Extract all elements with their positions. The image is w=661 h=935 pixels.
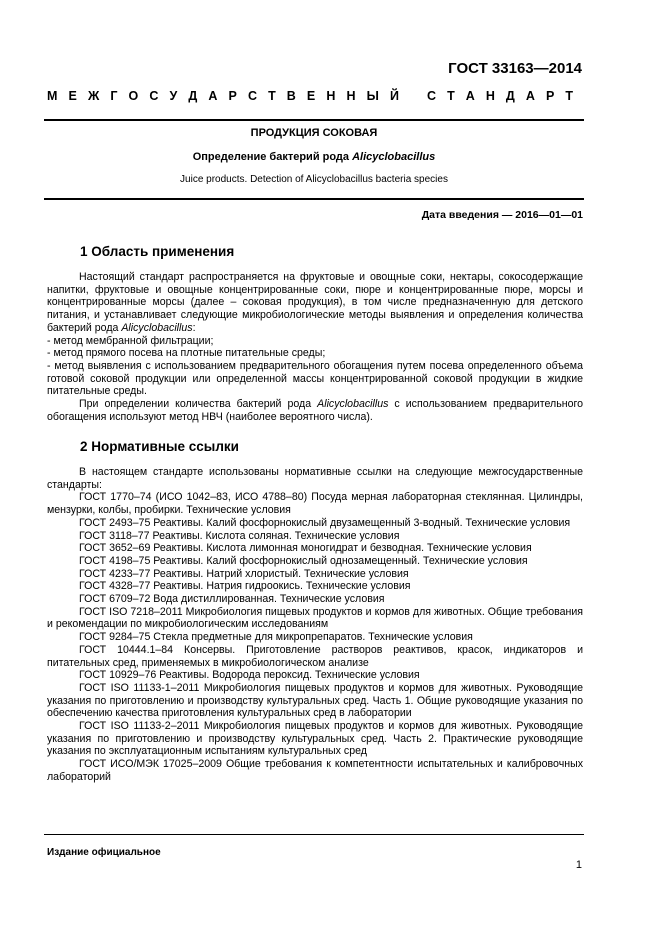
section-1-paragraph-2 (47, 398, 583, 423)
paragraph-text: Настоящий стандарт распространяется на фруктовые и овощные соки, нектары, сокосодержащие напитки, фруктовые и овощные концентрированные соки, пюре и концентрированные пюре, морсы и концентрированные морсы (далее – соковая продукция), в том числе предназначенную для детского питания, и устанавливает следующие микробиологические методы выявления и определения количества бактерий рода (47, 271, 583, 334)
reference-item: ГОСТ ISO 11133-2–2011 Микробиология пищевых продуктов и кормов для животных. Руководящие указания по приготовлению и производству культуральных сред. Часть 2. Практические руководящие указания по эксплуатационным испытаниям культуральных сред (47, 720, 583, 758)
reference-item: ГОСТ 3652–69 Реактивы. Кислота лимонная моногидрат и безводная. Технические условия (79, 542, 532, 555)
banner-letter: Р (228, 89, 237, 103)
paragraph-text: При определении количества бактерий рода (79, 398, 318, 411)
reference-item: ГОСТ 2493–75 Реактивы. Калий фосфорнокислый двузамещенный 3-водный. Технические условия (79, 516, 571, 529)
official-edition-label: Издание официальное (47, 847, 161, 858)
banner-letter: О (128, 89, 139, 103)
banner-letter: Й (389, 89, 399, 103)
banner-letter: Н (326, 89, 336, 103)
interstate-standard-banner (47, 89, 573, 103)
reference-item: ГОСТ 10929–76 Реактивы. Водорода пероксид. Технические условия (79, 669, 420, 682)
reference-item: ГОСТ 10444.1–84 Консервы. Приготовление растворов реактивов, красок, индикаторов и питательных сред, применяемых в микробиологическом анализе (47, 643, 583, 669)
reference-item: ГОСТ 4233–77 Реактивы. Натрий хлористый. Технические условия (79, 567, 409, 580)
banner-letter: В (286, 89, 296, 103)
title-divider (44, 198, 584, 200)
reference-item: ГОСТ 4198–75 Реактивы. Калий фосфорнокислый однозамещенный. Технические условия (79, 554, 528, 567)
banner-letter: А (465, 89, 475, 103)
section-2-heading: 2 Нормативные ссылки (80, 439, 239, 454)
paragraph-text: с использованием предварительного обогащения используют метод НВЧ (наиболее вероятного числа). (47, 398, 583, 423)
banner-letter: Р (545, 89, 555, 103)
banner-word-standard (427, 89, 573, 103)
banner-letter: Т (268, 89, 276, 103)
banner-letter: Ы (366, 89, 379, 103)
banner-letter: Н (346, 89, 356, 103)
normative-references-list (47, 491, 583, 783)
section-1-paragraph-1 (47, 271, 583, 335)
banner-letter: Е (68, 89, 77, 103)
reference-item: ГОСТ ISO 11133-1–2011 Микробиология пищевых продуктов и кормов для животных. Руководящие указания по приготовлению и производству культуральных сред. Часть 1. Общие руководящие указания по обеспечению качества приготовления культуральных сред в лаборатории (47, 681, 583, 720)
banner-letter: С (149, 89, 159, 103)
genus-name: Alicyclobacillus (317, 398, 389, 411)
banner-letter: Т (565, 89, 573, 103)
banner-letter: А (525, 89, 535, 103)
subtitle-text: Определение бактерий рода (192, 151, 353, 163)
method-list-item: - метод выявления с использованием предварительного обогащения путем посева определенного объема готовой соковой продукции или определенной массы концентрированной соковой продукции в жидкие питательные среды. (47, 359, 583, 398)
banner-letter: Ж (87, 89, 100, 103)
banner-letter: Д (188, 89, 198, 103)
banner-letter: С (427, 89, 437, 103)
reference-item: ГОСТ 6709–72 Вода дистиллированная. Технические условия (79, 593, 385, 606)
reference-item: ГОСТ 1770–74 (ИСО 1042–83, ИСО 4788–80) Посуда мерная лабораторная стеклянная. Цилиндры, мензурки, колбы, пробирки. Технические условия (47, 491, 583, 517)
banner-letter: Н (485, 89, 495, 103)
footer-divider (44, 834, 584, 835)
banner-letter: У (169, 89, 178, 103)
section-2-intro: В настоящем стандарте использованы нормативные ссылки на следующие межгосударственные стандарты: (47, 466, 583, 491)
reference-item: ГОСТ ИСО/МЭК 17025–2009 Общие требования к компетентности испытательных и калибровочных лабораторий (47, 758, 583, 783)
section-2-body (47, 466, 583, 784)
document-title-english: Juice products. Detection of Alicyclobacillus bacteria species (180, 174, 448, 185)
document-subtitle (44, 151, 584, 163)
header-divider (44, 119, 584, 121)
banner-letter: М (47, 89, 58, 103)
subtitle-genus: Alicyclobacillus (352, 151, 436, 163)
document-code: ГОСТ 33163—2014 (448, 60, 582, 77)
banner-letter: Д (505, 89, 515, 103)
page-number: 1 (575, 859, 582, 871)
banner-letter: Г (110, 89, 118, 103)
banner-letter: С (247, 89, 257, 103)
paragraph-text: : (192, 321, 196, 334)
banner-letter: Е (306, 89, 316, 103)
method-list-item: - метод прямого посева на плотные питательные среды; (47, 347, 326, 360)
reference-item: ГОСТ ISO 7218–2011 Микробиология пищевых продуктов и кормов для животных. Общие требования и рекомендации по микробиологическим исследованиям (47, 605, 583, 631)
date-of-introduction: Дата введения — 2016—01—01 (421, 209, 583, 221)
reference-item: ГОСТ 4328–77 Реактивы. Натрия гидроокись. Технические условия (79, 580, 411, 593)
banner-word-interstate (47, 89, 399, 103)
reference-item: ГОСТ 9284–75 Стекла предметные для микропрепаратов. Технические условия (79, 631, 473, 644)
method-list-item: - метод мембранной фильтрации; (47, 334, 214, 347)
section-1-body (47, 271, 583, 423)
genus-name: Alicyclobacillus (121, 321, 193, 334)
banner-letter: Т (447, 89, 455, 103)
banner-letter: А (208, 89, 218, 103)
reference-item: ГОСТ 3118–77 Реактивы. Кислота соляная. Технические условия (79, 529, 400, 542)
section-1-heading: 1 Область применения (80, 244, 235, 259)
document-title: ПРОДУКЦИЯ СОКОВАЯ (250, 127, 378, 139)
